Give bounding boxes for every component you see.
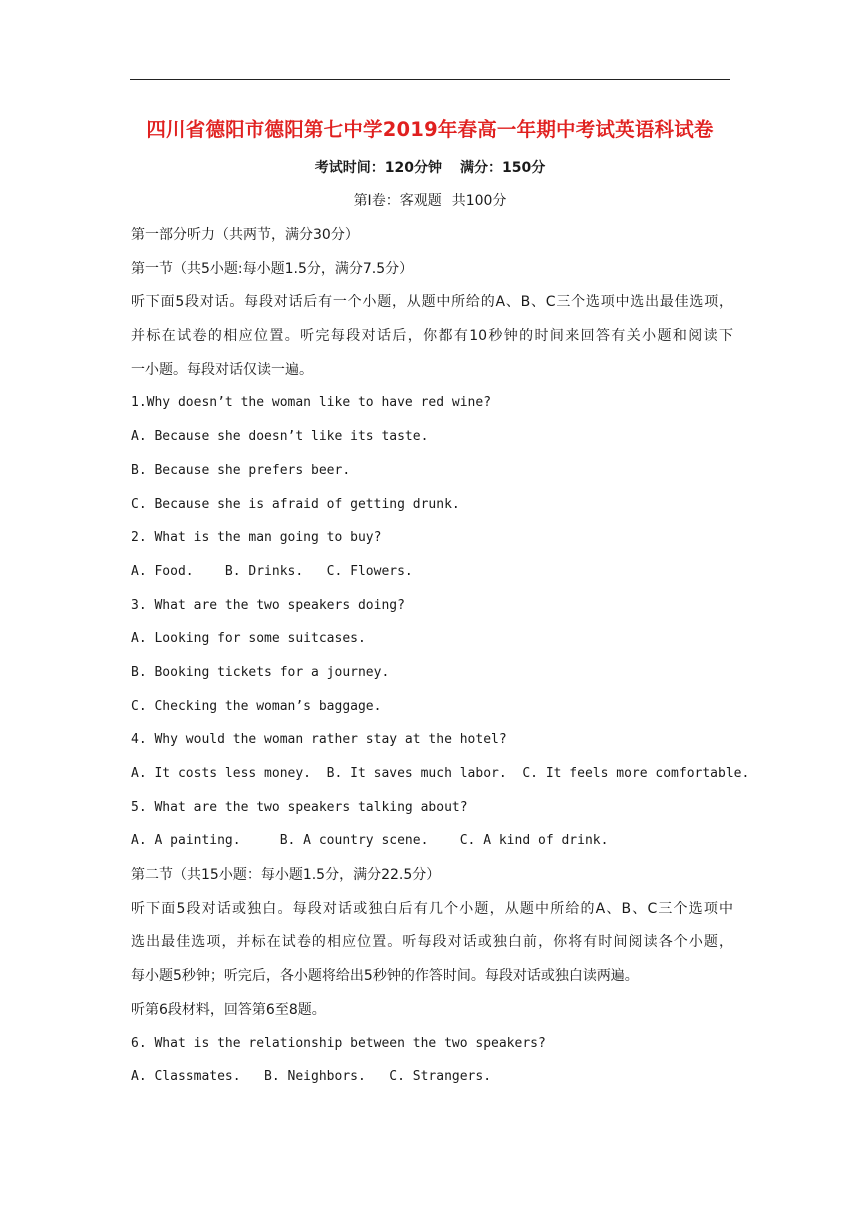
question-line: 4. Why would the woman rather stay at the hotel? (131, 732, 507, 748)
option-line: A. It costs less money. B. It saves much labor. C. It feels more comfortable. (131, 766, 750, 781)
instruction-line: 选出最佳选项，并标在试卷的相应位置。听每段对话或独白前，你将有时间阅读各个小题， (131, 934, 733, 951)
question-line: 2. What is the man going to buy? (131, 530, 382, 546)
instruction-line: 一小题。每段对话仅读一遍。 (131, 361, 313, 378)
header-rule (130, 79, 730, 80)
instruction-line: 并标在试卷的相应位置。听完每段对话后，你都有10秒钟的时间来回答有关小题和阅读下 (131, 328, 733, 345)
exam-full-score: 满分：150分 (460, 160, 546, 176)
instruction-line: 每小题5秒钟；听完后，各小题将给出5秒钟的作答时间。每段对话或独白读两遍。 (131, 968, 639, 985)
question-line: 6. What is the relationship between the two speakers? (131, 1035, 546, 1051)
section-heading: 第一部分听力（共两节，满分30分） (131, 227, 359, 243)
part-total: 共100分 (451, 193, 507, 209)
option-line: A. Because she doesn’t like its taste. (131, 429, 429, 445)
instruction-line: 听下面5段对话或独白。每段对话或独白后有几个小题，从题中所给的A、B、C三个选项中 (131, 900, 733, 917)
exam-time: 考试时间：120分钟 (314, 160, 442, 176)
option-line: A. A painting. B. A country scene. C. A kind of drink. (131, 833, 609, 849)
instruction-line: 听下面5段对话。每段对话后有一个小题，从题中所给的A、B、C三个选项中选出最佳选项， (131, 294, 733, 311)
option-line: A. Food. B. Drinks. C. Flowers. (131, 563, 413, 579)
exam-body (131, 225, 750, 1101)
part-name: 第Ⅰ卷：客观题 (353, 193, 442, 209)
part-heading (0, 190, 860, 210)
section-heading: 第一节（共5小题:每小题1.5分，满分7.5分） (131, 260, 414, 277)
question-line: 3. What are the two speakers doing? (131, 597, 405, 613)
section-heading: 第二节（共15小题：每小题1.5分，满分22.5分） (131, 867, 441, 884)
exam-title: 四川省德阳市德阳第七中学2019年春高一年期中考试英语科试卷 (146, 118, 714, 141)
question-line: 1.Why doesn’t the woman like to have red wine? (131, 395, 492, 411)
option-line: C. Because she is afraid of getting drunk. (131, 496, 460, 512)
option-line: C. Checking the woman’s baggage. (131, 698, 382, 714)
exam-info (0, 157, 860, 177)
option-line: A. Looking for some suitcases. (131, 631, 366, 647)
instruction-line: 听第6段材料，回答第6至8题。 (131, 1001, 326, 1018)
option-line: B. Because she prefers beer. (131, 462, 351, 478)
option-line: A. Classmates. B. Neighbors. C. Strangers. (131, 1069, 492, 1085)
question-line: 5. What are the two speakers talking about? (131, 799, 468, 815)
option-line: B. Booking tickets for a journey. (131, 664, 390, 680)
